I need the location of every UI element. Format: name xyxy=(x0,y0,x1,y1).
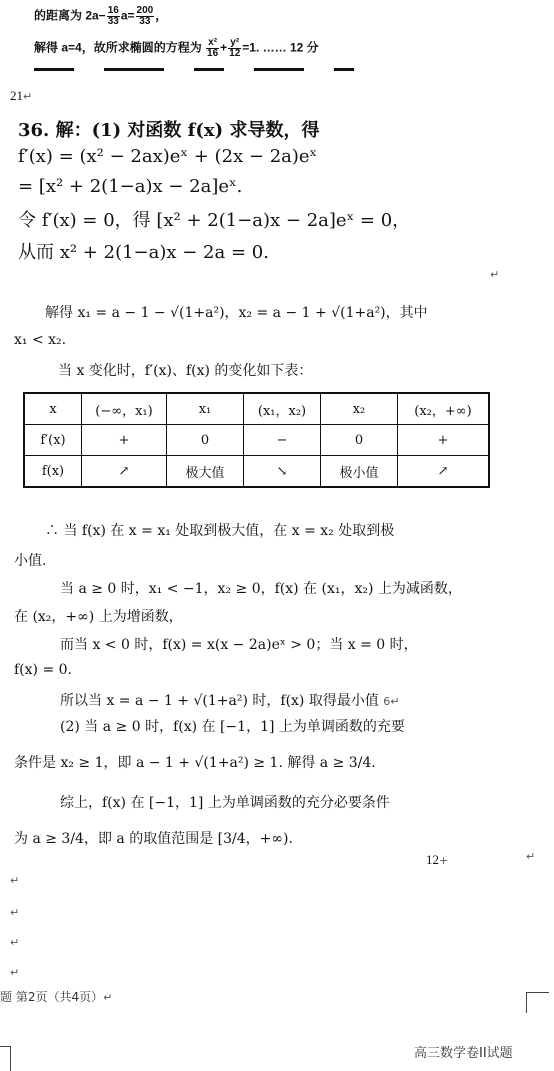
problem-number: 21↵ xyxy=(10,88,33,103)
table-row-f xyxy=(24,456,489,488)
table-cell: 极大值 xyxy=(167,456,244,488)
page-corner-mark xyxy=(526,992,549,1013)
paragraph-mark: ↵ xyxy=(10,936,20,949)
set-zero-line: 令 f′(x) = 0，得 [x² + 2(1−a)x − 2a]eˣ = 0， xyxy=(18,210,411,231)
document-title: 高三数学卷II试题 xyxy=(414,1046,513,1061)
table-cell: ↗ xyxy=(82,456,167,488)
fraction: $\frac{\text{y²}}{12}$ xyxy=(229,37,241,59)
table-cell: (x₂，+∞) xyxy=(398,393,490,425)
table-cell: (−∞，x₁) xyxy=(82,393,167,425)
paragraph-mark: ↵ xyxy=(10,966,20,979)
fraction: $\frac{\text{x²}}{16}$ xyxy=(207,37,219,59)
ellipse-equation-line: 解得 a=4，故所求椭圆的方程为 $\frac{\text{x²}}{16}$ + $\frac{\text{y²}}{12}$ =1. …… 12 分 xyxy=(34,37,319,59)
conclusion-line: 综上，f(x) 在 [−1，1] 上为单调函数的充分必要条件 xyxy=(60,795,390,811)
derivative-line: f′(x) = (x² − 2ax)eˣ + (2x − 2a)eˣ xyxy=(18,146,318,167)
case-a-nonneg-line: 当 a ≥ 0 时，x₁ < −1，x₂ ≥ 0，f(x) 在 (x₁，x₂) 上为减函数， xyxy=(60,581,462,597)
extremum-line-cont: 小值. xyxy=(14,553,47,569)
page-footer: 题 第2页（共4页）↵ xyxy=(0,990,113,1004)
fraction: $\frac{16}{33}$ xyxy=(107,5,119,27)
table-row-fprime xyxy=(24,425,489,456)
table-cell: x₁ xyxy=(167,393,244,425)
table-cell: 0 xyxy=(321,425,398,456)
page-corner-mark xyxy=(0,1046,11,1071)
zero-value-line: f(x) = 0. xyxy=(14,662,72,678)
part-two-line: (2) 当 a ≥ 0 时，f(x) 在 [−1，1] 上为单调函数的充要 xyxy=(60,719,405,735)
solution-header: 36. 解：(1) 对函数 f(x) 求导数，得 xyxy=(18,120,320,141)
roots-line: 解得 x₁ = a − 1 − √(1+a²)，x₂ = a − 1 + √(1+a²)，其中 xyxy=(45,305,428,321)
paragraph-mark: ↵ xyxy=(10,906,20,919)
table-cell: − xyxy=(244,425,321,456)
range-line: 为 a ≥ 3/4，即 a 的取值范围是 [3/4，+∞). xyxy=(14,831,293,847)
table-cell: + xyxy=(398,425,490,456)
negative-x-line: 而当 x < 0 时，f(x) = x(x − 2a)eˣ > 0；当 x = 0 时， xyxy=(60,637,418,653)
minimum-line: 所以当 x = a − 1 + √(1+a²) 时，f(x) 取得最小值 6↵ xyxy=(60,693,400,709)
variation-table xyxy=(23,392,490,488)
table-cell: ↘ xyxy=(244,456,321,488)
table-cell: f′(x) xyxy=(24,425,82,456)
extremum-line: ∴ 当 f(x) 在 x = x₁ 处取到极大值，在 x = x₂ 处取到极 xyxy=(45,523,395,539)
increasing-line: 在 (x₂，+∞) 上为增函数， xyxy=(14,609,183,625)
factored-line: = [x² + 2(1−a)x − 2a]eˣ. xyxy=(18,176,243,197)
fraction: $\frac{200}{33}$ xyxy=(136,5,154,27)
table-cell: x₂ xyxy=(321,393,398,425)
table-cell: (x₁，x₂) xyxy=(244,393,321,425)
table-intro-line: 当 x 变化时，f′(x)、f(x) 的变化如下表： xyxy=(58,363,313,379)
paragraph-mark: ↵ xyxy=(526,850,536,863)
condition-line: 条件是 x₂ ≥ 1，即 a − 1 + √(1+a²) ≥ 1. 解得 a ≥ 3/4. xyxy=(14,755,376,771)
table-cell: + xyxy=(82,425,167,456)
paragraph-mark: ↵ xyxy=(10,874,20,887)
quadratic-line: 从而 x² + 2(1−a)x − 2a = 0. xyxy=(18,242,269,263)
score-label: 12+ xyxy=(426,852,449,867)
paragraph-mark: ↵ xyxy=(490,268,500,281)
cropped-line-remnant xyxy=(34,68,414,76)
distance-line: 的距离为 2a− $\frac{16}{33}$ a= $\frac{200}{33}$ ， xyxy=(34,5,168,27)
table-cell: 极小值 xyxy=(321,456,398,488)
table-cell: x xyxy=(24,393,82,425)
table-row-x xyxy=(24,393,489,425)
table-cell: ↗ xyxy=(398,456,490,488)
roots-order-line: x₁ < x₂. xyxy=(14,332,67,348)
table-cell: 0 xyxy=(167,425,244,456)
table-cell: f(x) xyxy=(24,456,82,488)
